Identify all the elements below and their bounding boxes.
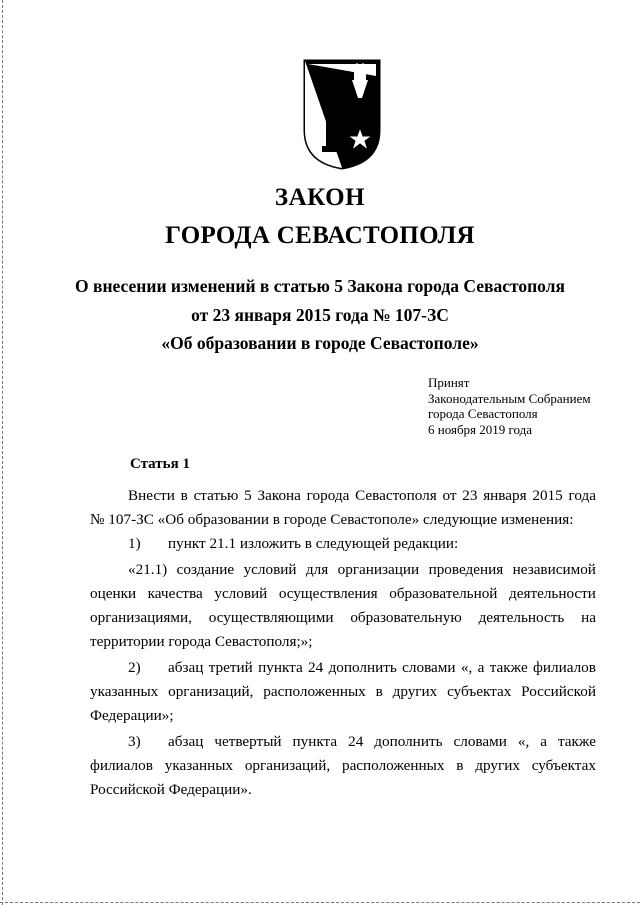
word: также bbox=[557, 733, 596, 750]
word: также bbox=[489, 659, 528, 676]
word: а bbox=[540, 733, 547, 750]
word: образовательную bbox=[350, 609, 462, 626]
word: качества bbox=[147, 585, 203, 602]
quote-line-2 bbox=[90, 582, 596, 606]
word: 23 bbox=[462, 487, 478, 504]
word: организаций, bbox=[244, 757, 331, 774]
word: а bbox=[477, 659, 485, 676]
word: «, bbox=[517, 733, 530, 750]
item-3-line-1 bbox=[168, 730, 596, 754]
word: словами bbox=[402, 659, 456, 676]
adoption-line: Законодательным Собранием bbox=[428, 390, 591, 406]
item-number: 2) bbox=[128, 659, 141, 676]
word: 24 bbox=[308, 659, 324, 676]
quote-line-3 bbox=[90, 606, 596, 630]
item-3 bbox=[128, 730, 596, 754]
law-subtitle-line-1: О внесении изменений в статью 5 Закона города Севастополя bbox=[75, 276, 565, 296]
word: 5 bbox=[244, 487, 252, 504]
coat-of-arms-emblem bbox=[302, 58, 382, 170]
word: четвертый bbox=[214, 733, 282, 750]
item-text: пункт 21.1 изложить в следующей редакции: bbox=[168, 535, 459, 552]
word: других bbox=[392, 683, 438, 700]
word: в bbox=[456, 757, 464, 774]
word: создание bbox=[176, 561, 235, 578]
item-3-line-3: Российской Федерации». bbox=[90, 781, 252, 798]
adoption-note bbox=[428, 375, 628, 437]
word: Закона bbox=[257, 487, 301, 504]
word: Внести bbox=[128, 487, 175, 504]
word: пункта bbox=[258, 659, 303, 676]
word: деятельность bbox=[478, 609, 565, 626]
word: деятельности bbox=[508, 585, 596, 602]
word: 24 bbox=[348, 733, 364, 750]
word: независимой bbox=[512, 561, 596, 578]
quote-line-4: территории города Севастополя;»; bbox=[90, 633, 313, 650]
adoption-line: Принят bbox=[428, 375, 470, 390]
intro-line-2: № 107-ЗС «Об образовании в городе Севастополе» следующие изменения: bbox=[90, 511, 574, 528]
scan-edge-bottom bbox=[0, 902, 640, 904]
adoption-date: 6 ноября 2019 года bbox=[428, 421, 533, 437]
word: указанных bbox=[164, 757, 233, 774]
item-2-line-2 bbox=[90, 680, 596, 704]
word: расположенных bbox=[263, 683, 366, 700]
word: от bbox=[442, 487, 457, 504]
issuing-city-title: ГОРОДА СЕВАСТОПОЛЯ bbox=[165, 222, 475, 249]
word: организации bbox=[337, 561, 420, 578]
word: других bbox=[475, 757, 520, 774]
document-type-title: ЗАКОН bbox=[274, 184, 366, 211]
word: филиалов bbox=[533, 659, 596, 676]
word: образовательной bbox=[389, 585, 498, 602]
item-1 bbox=[128, 532, 596, 556]
word: на bbox=[581, 609, 596, 626]
article-heading: Статья 1 bbox=[130, 456, 190, 472]
word: осуществляющими bbox=[208, 609, 334, 626]
word: оценки bbox=[90, 585, 137, 602]
word: города bbox=[306, 487, 350, 504]
word: указанных bbox=[90, 683, 159, 700]
word: «21.1) bbox=[128, 561, 168, 578]
word: Севастополя bbox=[355, 487, 437, 504]
item-number: 3) bbox=[128, 733, 141, 750]
word: филиалов bbox=[90, 757, 153, 774]
quote-line-1 bbox=[128, 558, 596, 582]
word: дополнить bbox=[328, 659, 397, 676]
scan-edge-left bbox=[2, 0, 4, 905]
word: организациями, bbox=[90, 609, 192, 626]
item-2-line-1 bbox=[168, 656, 596, 680]
word: в bbox=[375, 683, 383, 700]
word: в bbox=[180, 487, 188, 504]
intro-line-1 bbox=[128, 484, 596, 508]
word: осуществления bbox=[278, 585, 378, 602]
word: года bbox=[568, 487, 596, 504]
word: января bbox=[483, 487, 527, 504]
law-subtitle-line-2: от 23 января 2015 года № 107-ЗС bbox=[191, 305, 449, 325]
word: дополнить bbox=[374, 733, 443, 750]
word: «, bbox=[460, 659, 473, 676]
word: проведения bbox=[428, 561, 504, 578]
word: условий bbox=[214, 585, 268, 602]
word: 2015 bbox=[532, 487, 563, 504]
word: расположенных bbox=[341, 757, 445, 774]
item-2-line-3: Федерации»; bbox=[90, 707, 174, 724]
law-subtitle-line-3: «Об образовании в городе Севастополе» bbox=[161, 333, 479, 353]
word: абзац bbox=[168, 659, 204, 676]
word: словами bbox=[453, 733, 507, 750]
item-2 bbox=[128, 656, 596, 680]
word: организаций, bbox=[168, 683, 254, 700]
word: условий bbox=[243, 561, 297, 578]
word: для bbox=[305, 561, 329, 578]
word: субъектах bbox=[447, 683, 512, 700]
word: пункта bbox=[292, 733, 338, 750]
word: абзац bbox=[168, 733, 204, 750]
word: субъектах bbox=[531, 757, 596, 774]
item-number: 1) bbox=[128, 535, 141, 552]
word: статью bbox=[193, 487, 239, 504]
item-3-line-2 bbox=[90, 754, 596, 778]
word: третий bbox=[208, 659, 253, 676]
adoption-line: города Севастополя bbox=[428, 406, 538, 421]
word: Российской bbox=[521, 683, 596, 700]
